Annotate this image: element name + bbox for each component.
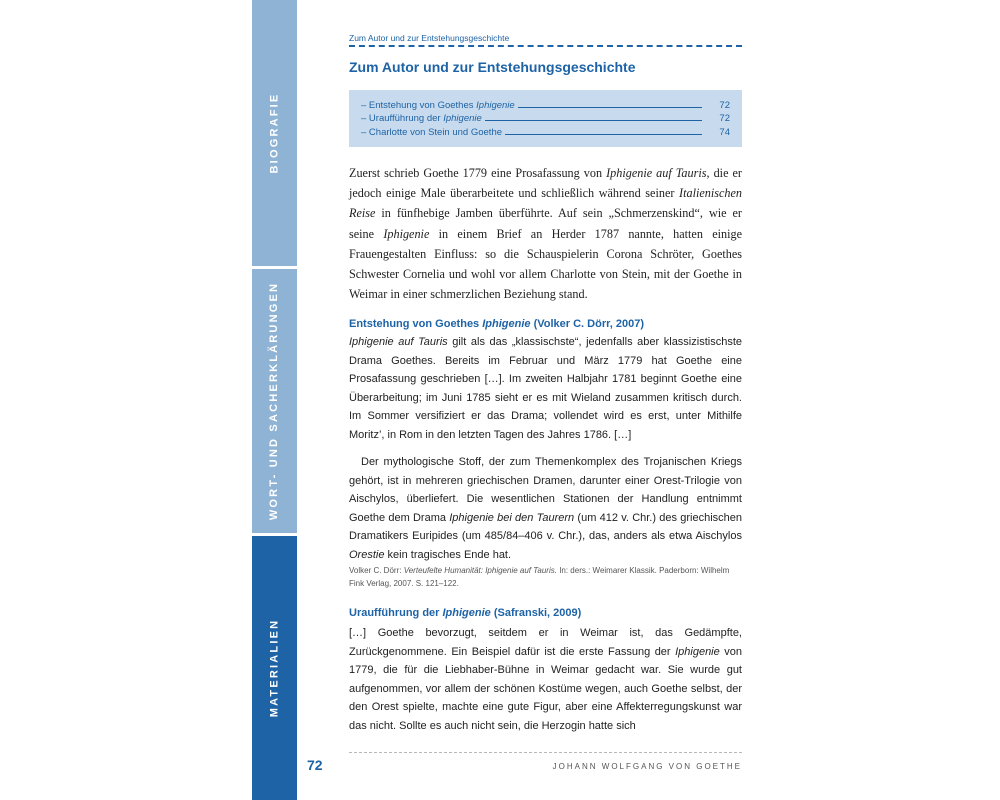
toc-leader [518, 107, 702, 108]
toc-page: 74 [719, 126, 730, 138]
toc-label: – Charlotte von Stein und Goethe [361, 126, 503, 138]
citation: Volker C. Dörr: Verteufelte Humanität: Iphigenie auf Tauris. In: ders.: Weimarer Klassik. Paderborn: Wilhelm Fink Verlag, 2007. S. 121–122. [349, 566, 730, 588]
tab-label: BIOGRAFIE [268, 92, 281, 174]
tab-label: WORT- UND SACHERKLÄRUNGEN [268, 281, 281, 521]
toc-item[interactable] [361, 111, 730, 125]
footer-divider [349, 752, 742, 753]
header-divider [349, 45, 742, 47]
book-page [252, 0, 752, 800]
toc-page: 72 [719, 99, 730, 111]
tab-materialien[interactable] [252, 536, 297, 800]
sidebar [252, 0, 323, 800]
page-number: 72 [307, 757, 323, 773]
section-heading-urauffuehrung: Uraufführung der Iphigenie (Safranski, 2009) [349, 607, 582, 619]
tab-label: MATERIALIEN [268, 618, 281, 718]
toc-item[interactable] [361, 124, 730, 138]
section1-paragraph-2: Der mythologische Stoff, der zum Themenkomplex des Trojanischen Kriegs gehört, ist in mehreren griechischen Dramen, darunter einer Orest-Trilogie von Aischylos, überliefert. Die wesentlichen Stationen der Handlung entnimmt Goethe dem Drama Iphigenie bei den Taurern (um 412 v. Chr.) des griechischen Dramatikers Euripides (um 485/84–406 v. Chr.), das, anders als etwa Aischylos Orestie kein tragisches Ende hat. [349, 456, 743, 561]
toc-leader [485, 120, 702, 121]
chapter-toc [349, 90, 742, 147]
toc-page: 72 [719, 113, 730, 124]
running-header: Zum Autor und zur Entstehungsgeschichte [349, 33, 510, 43]
toc-label: – Entstehung von Goethes Iphigenie [361, 99, 515, 111]
page-title: Zum Autor und zur Entstehungsgeschichte [349, 59, 636, 75]
tab-wort-und-sacherklaerungen[interactable] [252, 269, 297, 533]
toc-leader [505, 134, 702, 135]
intro-paragraph: Zuerst schrieb Goethe 1779 eine Prosafassung von Iphigenie auf Tauris, die er jedoch einige Male überarbeitete und schließlich während seiner Italienischen Reise in fünfhebige Jamben überführte. Auf sein „Schmerzenskind“, wie er seine Iphigenie in einem Brief an Herder 1787 nannte, hatten einige Frauengestalten Einfluss: so die Schauspielerin Corona Schröter, Goethes Schwester Cornelia und wohl vor allem Charlotte von Stein, mit der Goethe in Weimar in einer schmerzlichen Beziehung stand. [349, 166, 742, 302]
toc-label: – Uraufführung der Iphigenie [361, 113, 482, 124]
toc-item[interactable] [361, 97, 730, 111]
section2-paragraph: […] Goethe bevorzugt, seitdem er in Weimar ist, das Gedämpfte, Zurückgenommene. Ein Beispiel dafür ist die erste Fassung der Iphigenie von 1779, die für die Liebhaber-Bühne in Weimar gedacht war. Sie wurde gut aufgenommen, vor allem der schönen Kostüme wegen, auch Goethe selbst, der den Orest spielte, machte eine gute Figur, aber eine Affekterregungskunst war das nicht. Sollte es auch nicht sein, die Herzogin hatte sich [349, 627, 742, 732]
footer-author: JOHANN WOLFGANG VON GOETHE [552, 762, 742, 771]
section-heading-entstehung: Entstehung von Goethes Iphigenie (Volker C. Dörr, 2007) [349, 318, 645, 330]
tab-biografie[interactable] [252, 0, 297, 266]
section1-paragraph-1: Iphigenie auf Tauris gilt als das „klassischste“, jedenfalls aber klassizistischste Drama Goethes. Bereits im Februar und März 1779 hat Goethe eine Prosafassung geschrieben […]. Im zweiten Halbjahr 1781 beginnt Goethe eine Überarbeitung; im Juni 1785 sieht er es mit Wieland zusammen kritisch durch. Im Sommer versifiziert er das Drama; vollendet wird es erst, unter Mithilfe Moritz’, in Rom in den letzten Tagen des Jahres 1786. […] [349, 336, 742, 441]
